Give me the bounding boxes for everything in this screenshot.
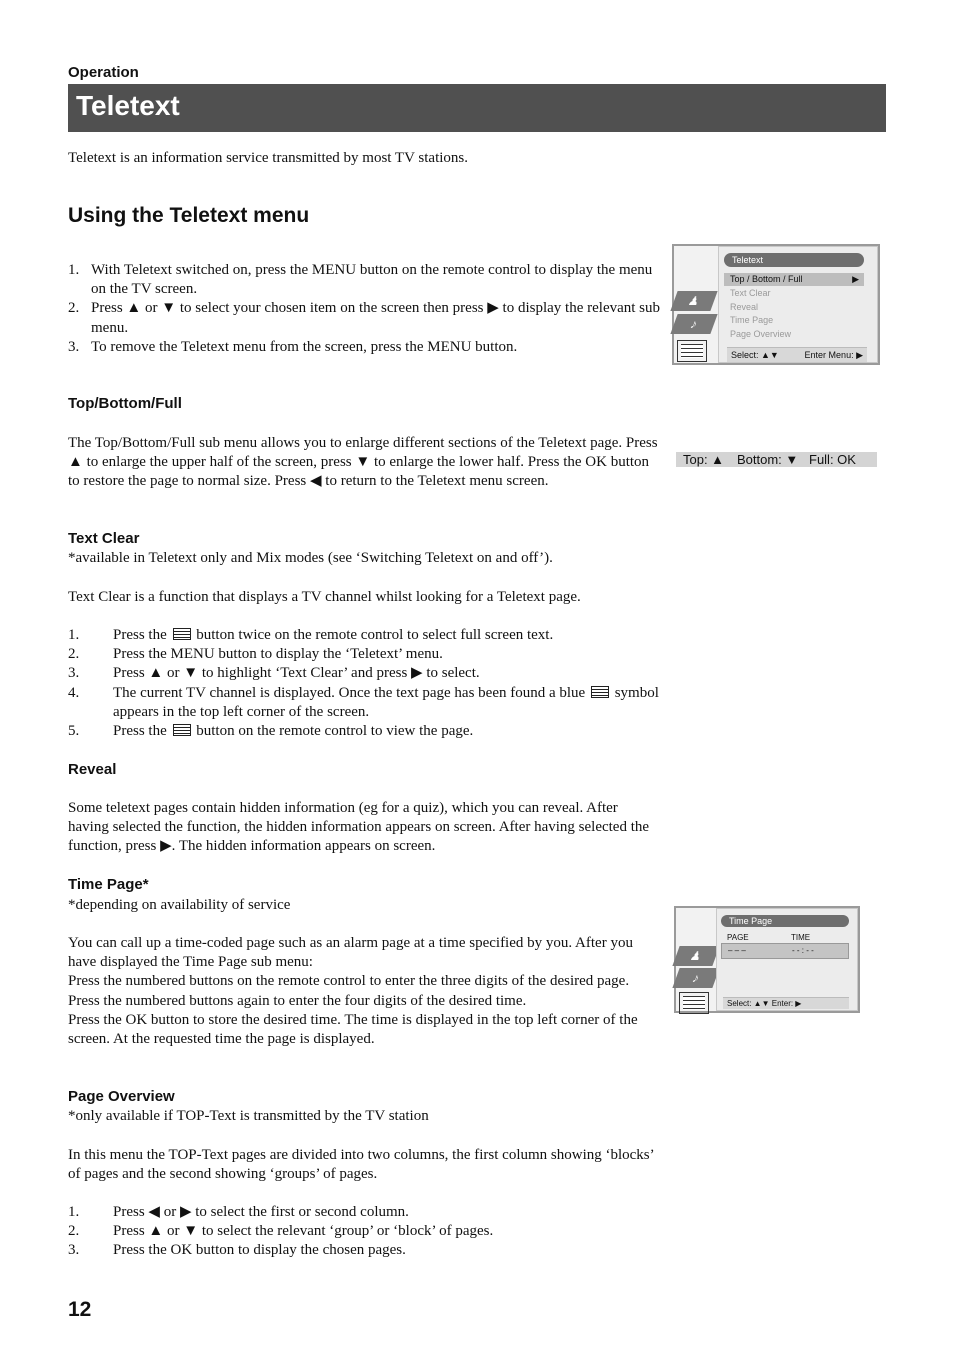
osd-title: Time Page: [721, 915, 849, 927]
teletext-button-icon: [591, 686, 609, 698]
person-icon: ♟: [672, 946, 719, 966]
intro-text: Teletext is an information service transmitted by most TV stations.: [68, 150, 468, 166]
list-item: 1. Press the button twice on the remote control to select full screen text.: [68, 627, 554, 643]
top-bottom-full-text: The Top/Bottom/Full sub menu allows you to enlarge different sections of the Teletext page. Press ▲ to enlarge the upper half of the screen, press ▼ to enlarge the lower half. Press the OK button to restore the page to normal size. Press ◀ to return to the Teletext menu screen.: [68, 435, 658, 490]
top-bottom-full-bar: Top: ▲ Bottom: ▼ Full: OK: [676, 452, 877, 467]
time-page-note: *depending on availability of service: [68, 897, 291, 913]
list-item: 2. Press ▲ or ▼ to select the relevant ‘group’ or ‘block’ of pages.: [68, 1223, 494, 1240]
person-icon: ♟: [670, 291, 717, 311]
page-overview-note: *only available if TOP-Text is transmitted by the TV station: [68, 1108, 429, 1124]
list-item: 1. With Teletext switched on, press the MENU button on the remote control to display the menu on the TV screen.: [68, 262, 653, 298]
list-item: 1. Press ◀ or ▶ to select the first or second column.: [68, 1204, 409, 1220]
time-value: - - : - -: [792, 946, 814, 955]
col-page-label: PAGE: [727, 933, 749, 942]
osd-footer: Select: ▲▼ Enter Menu: ▶: [727, 347, 867, 362]
music-note-icon: ♪: [672, 968, 719, 988]
text-clear-note: *available in Teletext only and Mix modes (see ‘Switching Teletext on and off’).: [68, 550, 553, 566]
osd-item-selected: Top / Bottom / Full ▶: [724, 273, 864, 286]
play-arrow-icon: ▶: [852, 274, 859, 284]
osd-footer: Select: ▲▼ Enter: ▶: [723, 997, 849, 1009]
teletext-button-icon: [173, 724, 191, 736]
list-item: 2. Press ▲ or ▼ to select your chosen item on the screen then press ▶ to display the relevant sub menu.: [68, 300, 661, 336]
time-page-text: You can call up a time-coded page such as an alarm page at a time specified by you. After you have displayed the Time Page sub menu: Press the numbered buttons on the remote control to enter the three digits of the desired page. Press the numbered buttons again to enter the four digits of the desired time. Press the OK button to store the desired time. The time is displayed in the top left corner of the screen. At the requested time the page is displayed.: [68, 935, 638, 1048]
page-title: Teletext: [76, 90, 180, 121]
list-item: 3. To remove the Teletext menu from the screen, press the MENU button.: [68, 338, 518, 355]
osd-item: Text Clear: [730, 288, 771, 298]
page-overview-desc: In this menu the TOP-Text pages are divided into two columns, the first column showing ‘blocks’ of pages and the second showing ‘groups’ of pages.: [68, 1147, 654, 1183]
list-item: 5. Press the button on the remote control to view the page.: [68, 723, 474, 740]
osd-item: Page Overview: [730, 329, 792, 339]
list-item: 3. Press the OK button to display the chosen pages.: [68, 1242, 406, 1259]
page-overview-steps: [68, 1203, 660, 1261]
text-clear-desc: Text Clear is a function that displays a TV channel whilst looking for a Teletext page.: [68, 589, 581, 605]
reveal-text: Some teletext pages contain hidden information (eg for a quiz), which you can reveal. After having selected the function, the hidden information appears on screen. After having selected the function, press ▶. The hidden information appears on screen.: [68, 800, 650, 855]
title-bar: [68, 84, 886, 132]
osd-item: Reveal: [730, 302, 759, 312]
text-clear-steps: [68, 626, 660, 741]
osd-title: Teletext: [724, 253, 864, 267]
page-number: 12: [68, 1298, 92, 1321]
osd-panel: [718, 246, 878, 363]
time-page-heading: Time Page*: [68, 876, 149, 893]
teletext-icon: [679, 992, 709, 1014]
time-page-screen: [674, 906, 860, 1013]
teletext-button-icon: [173, 628, 191, 640]
page-value: – – –: [728, 946, 746, 955]
section-label: Operation: [68, 64, 139, 81]
menu-steps: [68, 261, 660, 357]
menu-heading: Using the Teletext menu: [68, 204, 310, 227]
osd-item: Time Page: [730, 315, 774, 325]
reveal-heading: Reveal: [68, 761, 117, 778]
list-item: 3. Press ▲ or ▼ to highlight ‘Text Clear’ and press ▶ to select.: [68, 665, 480, 682]
osd-panel: [716, 908, 858, 1011]
teletext-icon: [677, 340, 707, 362]
music-note-icon: ♪: [670, 314, 717, 334]
page-overview-heading: Page Overview: [68, 1088, 175, 1105]
teletext-menu-screen: [672, 244, 880, 365]
list-item: 4. The current TV channel is displayed. Once the text page has been found a blue symbol appears in the top left corner of the screen.: [68, 684, 659, 720]
list-item: 2. Press the MENU button to display the ‘Teletext’ menu.: [68, 646, 443, 663]
top-bottom-full-heading: Top/Bottom/Full: [68, 395, 182, 412]
col-time-label: TIME: [791, 933, 811, 942]
time-page-input-row[interactable]: [721, 943, 849, 959]
text-clear-heading: Text Clear: [68, 530, 140, 547]
